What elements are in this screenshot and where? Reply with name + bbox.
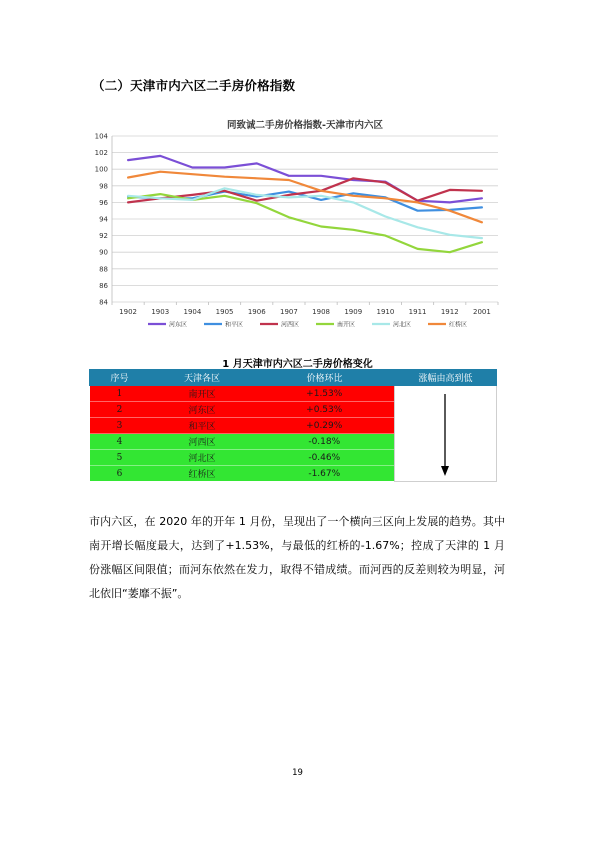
price-change-table <box>89 369 497 482</box>
table-title: 1 月天津市内六区二手房价格变化 <box>222 359 373 370</box>
y-axis <box>95 133 109 307</box>
row-change: -0.46% <box>255 450 395 466</box>
row-district: 南开区 <box>150 386 255 402</box>
legend-label: 南开区 <box>337 321 356 329</box>
row-change: +0.29% <box>255 418 395 434</box>
row-serial: 5 <box>90 450 150 466</box>
x-tick-label: 1912 <box>440 308 459 316</box>
x-tick-label: 1907 <box>280 308 298 316</box>
x-tick-label: 1909 <box>344 308 363 316</box>
x-tick-label: 1902 <box>119 308 137 316</box>
y-tick-label: 102 <box>94 149 108 158</box>
row-serial: 6 <box>90 466 150 482</box>
legend-label: 和平区 <box>225 321 244 329</box>
header-change: 价格环比 <box>255 370 395 386</box>
table-header-row <box>90 370 497 386</box>
row-change: -0.18% <box>255 434 395 450</box>
y-tick-label: 96 <box>99 198 108 207</box>
y-tick-label: 84 <box>99 298 108 307</box>
y-tick-label: 94 <box>99 215 108 224</box>
chart-grid <box>112 136 498 302</box>
y-tick-label: 98 <box>99 182 108 191</box>
row-change: +1.53% <box>255 386 395 402</box>
header-serial: 序号 <box>90 370 150 386</box>
chart-legend <box>148 321 467 329</box>
row-change: -1.67% <box>255 466 395 482</box>
x-tick-label: 1911 <box>408 308 427 316</box>
row-district: 和平区 <box>150 418 255 434</box>
page-number: 19 <box>292 768 303 778</box>
rank-arrow-cell <box>395 386 497 482</box>
legend-label: 红桥区 <box>449 321 468 329</box>
row-serial: 3 <box>90 418 150 434</box>
row-serial: 1 <box>90 386 150 402</box>
down-arrow-icon <box>395 386 495 482</box>
x-tick-label: 1904 <box>183 308 202 316</box>
row-serial: 2 <box>90 402 150 418</box>
price-index-chart <box>86 112 506 330</box>
series-line-南开区 <box>128 194 482 252</box>
row-district: 河东区 <box>150 402 255 418</box>
x-tick-label: 1906 <box>247 308 266 316</box>
table-row <box>90 386 497 402</box>
body-paragraph: 市内六区，在 2020 年的开年 1 月份，呈现出了一个横向三区向上发展的趋势。其中南开增长幅度最大，达到了+1.53%，与最低的红桥的-1.67%；控成了天津的 1 月份涨幅区间限值；而河东依然在发力，取得不错成绩。而河西的反差则较为明显，河北依旧“萎靡不振”。 <box>89 515 505 600</box>
header-rank: 涨幅由高到低 <box>395 370 497 386</box>
y-tick-label: 104 <box>94 132 108 141</box>
row-change: +0.53% <box>255 402 395 418</box>
row-district: 河北区 <box>150 450 255 466</box>
row-district: 红桥区 <box>150 466 255 482</box>
y-tick-label: 88 <box>99 265 108 274</box>
y-tick-label: 90 <box>99 248 108 257</box>
legend-label: 河西区 <box>281 321 300 329</box>
section-heading: （二）天津市内六区二手房价格指数 <box>92 78 296 93</box>
legend-label: 河东区 <box>169 321 188 329</box>
y-tick-label: 86 <box>99 281 108 290</box>
x-axis <box>112 302 498 316</box>
x-tick-label: 1910 <box>376 308 395 316</box>
y-tick-label: 100 <box>94 165 108 174</box>
x-tick-label: 1903 <box>151 308 170 316</box>
x-tick-label: 1908 <box>312 308 330 316</box>
row-district: 河西区 <box>150 434 255 450</box>
chart-title: 同致诚二手房价格指数-天津市内六区 <box>227 120 383 131</box>
chart-series <box>128 156 482 252</box>
y-tick-label: 92 <box>99 232 108 241</box>
header-district: 天津各区 <box>150 370 255 386</box>
x-tick-label: 2001 <box>473 308 491 316</box>
legend-label: 河北区 <box>393 321 412 329</box>
row-serial: 4 <box>90 434 150 450</box>
x-tick-label: 1905 <box>215 308 234 316</box>
